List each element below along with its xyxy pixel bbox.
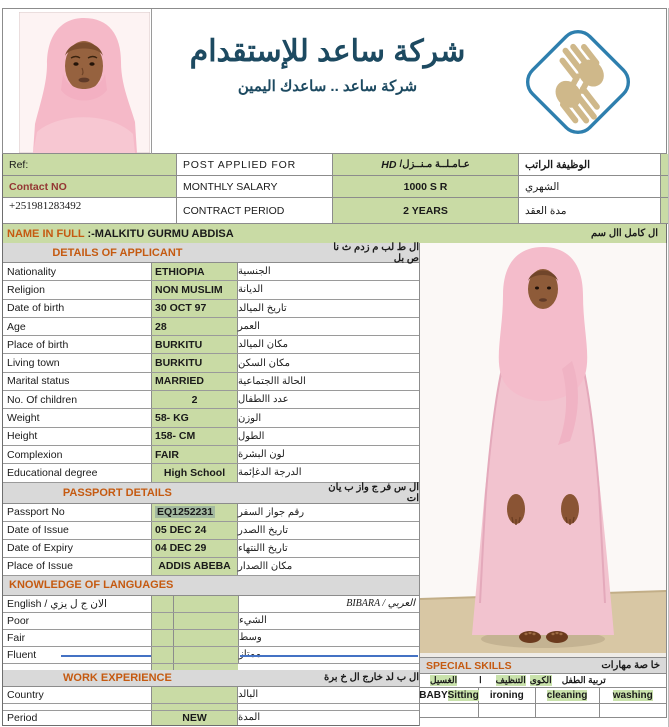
name-in-full [7,228,234,240]
special-skills-header [420,658,667,674]
passport-row-number [3,504,419,522]
name-in-full-label: NAME IN FULL [7,227,85,240]
row-label: Place of birth [7,338,69,351]
company-title-block [155,33,500,95]
skills-empty-row [420,704,667,718]
skill-sitting: Sitting [447,690,479,701]
row-arabic: الطول [238,430,265,442]
row-arabic: الوزن [238,412,262,424]
row-value: 30 OCT 97 [151,300,238,317]
row-label: No. Of children [7,393,78,406]
stub-cell [3,664,151,670]
row-arabic: رقم جواز السفر [238,506,305,518]
row-arabic: الحالة االجتماعية [238,375,306,387]
row-arabic: الدرجة الدغإئمة [238,467,302,479]
row-label: Date of Issue [7,524,69,537]
monthly-salary-value: 1000 S R [333,176,519,198]
row-value: NON MUSLIM [151,281,238,298]
contract-label-arabic: مدة العقد [519,198,661,224]
language-mark-cell [151,664,173,670]
skill-ironing-arabic: الكوى [529,675,552,685]
row-label: Date of Expiry [7,542,73,555]
contact-number-value: +251981283492 [3,198,177,224]
company-title: شركة ساعد للإستقدام [189,35,466,68]
detail-row-living-town [3,354,419,372]
company-slogan: شركة ساعد .. ساعدك اليمين [237,77,418,95]
passport-row-place [3,558,419,576]
row-label: Age [7,320,26,333]
language-mark-cell [151,647,173,663]
detail-row-height [3,428,419,446]
post-applied-label: POST APPLIED FOR [177,154,333,176]
language-row-poor [3,613,419,630]
row-label: Marital status [7,375,70,388]
language-mark-cell [151,596,173,612]
contract-period-value: 2 YEARS [333,198,519,224]
row-label [3,704,151,710]
language-row-stub [3,664,419,670]
skill-ironing-label: ironing [489,690,524,701]
row-value: 04 DEC 29 [151,540,238,557]
name-in-full-row [2,224,667,243]
row-arabic: تاريخ الميالد [238,302,287,314]
skill-ironing [479,688,536,703]
passport-row-issue [3,522,419,540]
detail-row-children [3,391,419,409]
detail-row-age [3,318,419,336]
detail-row-complexion [3,446,419,464]
row-arabic: المدة [238,712,261,724]
passport-header-arabic: ال س فر ج واز ب يان ات [328,481,419,504]
skill-washing-arabic: الغسيل [430,675,458,685]
passport-row-expiry [3,540,419,558]
passport-number-highlight: EQ1252231 [157,506,214,519]
row-label: Living town [7,357,60,370]
row-value [151,504,238,521]
row-value [151,687,238,703]
contract-period-label: CONTRACT PERIOD [177,198,333,224]
monthly-salary-label: MONTHLY SALARY [177,176,333,198]
skills-english-row [420,688,667,704]
work-header-label: WORK EXPERIENCE [63,671,172,684]
skill-washing-label: washing [612,690,653,701]
post-value-arabic: عـامـلــة مـنــزل/ [399,159,470,170]
row-value: 58- KG [151,409,238,426]
work-row-period [3,711,419,726]
row-arabic: البالد [238,689,259,701]
skill-babysitting-arabic: تربية الطفل [561,675,606,685]
skills-header-arabic: خا صة مهارات [601,660,660,671]
fluent-marker-line [61,655,151,657]
row-label: Complexion [7,448,63,461]
row-value: 158- CM [151,428,238,445]
photo-skills-panel [420,243,667,718]
row-arabic: الديانة [238,284,264,296]
row-value: FAIR [151,446,238,463]
row-value: NEW [151,711,238,725]
salary-label-arabic: الشهري [519,176,661,198]
row-arabic: وسط [238,630,421,646]
language-mark-cell [173,613,238,629]
header-divider [151,9,152,154]
row-label: Height [7,430,38,443]
skill-washing [600,688,666,703]
row-arabic [238,596,421,612]
details-header-arabic: ال ط لب م زدم ث نا ص بل [333,241,419,264]
name-label-arabic: ال كامل اال سم [591,228,658,239]
row-arabic [238,704,421,710]
language-mark-cell [173,596,238,612]
header-band [2,8,667,154]
row-label: English / الان ج ل يزي [7,597,107,610]
row-arabic: عدد االطفال [238,394,289,406]
row-value: ADDIS ABEBA [151,558,238,575]
name-in-full-value: :-MALKITU GURMU ABDISA [84,227,234,240]
row-label: Fair [7,631,26,644]
row-value: 2 [151,391,238,408]
row-value: 28 [151,318,238,335]
row-arabic: مكان السكن [238,357,290,369]
skill-baby-prefix: BABY [419,690,448,701]
row-label: Period [7,711,38,724]
hands-logo-icon [502,12,654,152]
passport-header-label: PASSPORT DETAILS [62,486,172,499]
row-arabic: تاريخ االنتهاء [238,542,288,554]
details-header-label: DETAILS OF APPLICANT [52,246,183,259]
empty-cell [536,704,600,717]
skill-stray-char: ا [479,675,482,685]
contact-no-label: Contact NO [3,176,177,198]
row-arabic: مكان االصدار [238,560,293,572]
detail-row-weight [3,409,419,427]
arabic-language-label: BIBARA / العربي [346,598,415,610]
row-label: Weight [7,412,40,425]
skill-cleaning-arabic: التنظيف [495,675,526,685]
row-arabic: مكان الميالد [238,339,289,351]
language-row-fair [3,630,419,647]
row-label: Educational degree [7,466,98,479]
skills-arabic-row [420,674,667,688]
stub-cell [238,664,421,670]
empty-cell [600,704,666,717]
language-mark-cell [151,630,173,646]
detail-row-nationality [3,263,419,281]
row-label: Passport No [7,506,65,519]
row-value: 05 DEC 24 [151,522,238,539]
row-arabic: الجنسية [238,266,271,278]
detail-row-date-of-birth [3,300,419,318]
ref-label: Ref: [3,154,177,176]
work-row-country [3,687,419,704]
row-value: High School [151,464,238,481]
detail-row-education [3,464,419,482]
work-section-header [3,670,419,687]
row-label: Fluent [7,648,37,661]
row-value [151,704,238,710]
work-row-empty [3,704,419,711]
row-label: Country [7,688,44,701]
language-mark-cell [173,664,238,670]
skill-baby-sitting [420,688,479,703]
row-label: Nationality [7,265,57,278]
top-summary-table [2,154,667,225]
language-row-english [3,596,419,613]
work-header-arabic: ال ب لد خارج ال خ برة [324,672,419,684]
fluent-marker-line [240,655,418,657]
post-value-hd: HD [381,158,397,171]
applicant-headshot-photo [19,12,150,153]
detail-row-marital-status [3,373,419,391]
post-label-arabic: الوظيفة الراتب [519,154,661,176]
detail-row-place-of-birth [3,336,419,354]
row-value: ETHIOPIA [151,263,238,280]
applicant-full-body-photo [420,243,667,658]
row-arabic: تاريخ االصدر [238,524,289,536]
details-section-header [3,243,419,263]
headshot-illustration [19,12,150,153]
passport-section-header [3,483,419,504]
languages-section-header: KNOWLEDGE OF LANGUAGES [3,576,419,596]
skill-cleaning [536,688,600,703]
language-mark-cell [173,630,238,646]
empty-cell [479,704,536,717]
row-label: Religion [7,283,45,296]
detail-row-religion [3,281,419,299]
row-value: BURKITU [151,336,238,353]
row-label: Poor [7,614,30,627]
skill-cleaning-label: cleaning [546,690,588,701]
row-value: BURKITU [151,354,238,371]
empty-cell [420,704,479,717]
row-arabic: لون البشرة [238,449,285,461]
skills-header-label: SPECIAL SKILLS [426,659,512,672]
row-label: Place of Issue [7,560,73,573]
row-arabic: الشيء [238,613,421,629]
applicant-details-panel [2,243,420,726]
language-mark-cell [151,613,173,629]
row-value: MARRIED [151,373,238,390]
row-label: Date of birth [7,302,65,315]
row-arabic: العمر [238,321,260,333]
language-mark-cell [173,647,238,663]
post-applied-value [333,154,519,176]
